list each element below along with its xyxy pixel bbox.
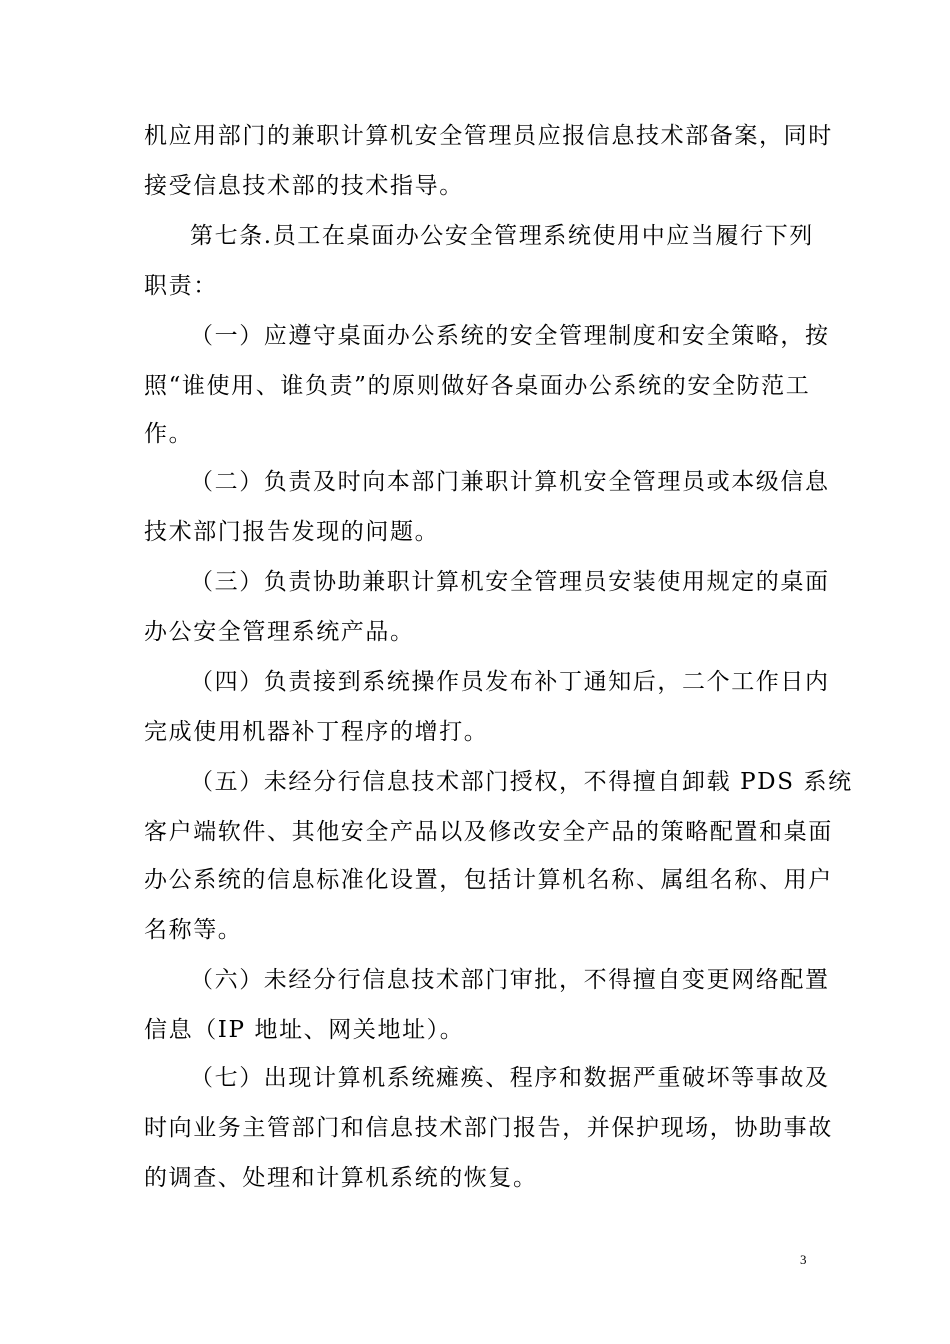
- text-line: 技术部门报告发现的问题。: [144, 519, 440, 545]
- clause-2-line: （二）负责及时向本部门兼职计算机安全管理员或本级信息: [190, 469, 830, 495]
- text-line: 接受信息技术部的技术指导。: [144, 173, 464, 199]
- text-line: 客户端软件、其他安全产品以及修改安全产品的策略配置和桌面: [144, 819, 833, 845]
- clause-5-line: （五）未经分行信息技术部门授权，不得擅自卸载 PDS 系统: [190, 769, 853, 795]
- clause-7-line: （七）出现计算机系统瘫痪、程序和数据严重破坏等事故及: [190, 1065, 830, 1091]
- text-line: 照“谁使用、谁负责”的原则做好各桌面办公系统的安全防范工: [144, 373, 811, 399]
- article-heading-line: 第七条.员工在桌面办公安全管理系统使用中应当履行下列: [190, 223, 814, 249]
- text-line: 职责：: [144, 273, 218, 299]
- text-line: 办公安全管理系统产品。: [144, 619, 415, 645]
- clause-1-line: （一）应遵守桌面办公系统的安全管理制度和安全策略，按: [190, 323, 830, 349]
- clause-3-line: （三）负责协助兼职计算机安全管理员安装使用规定的桌面: [190, 569, 830, 595]
- text-line: 信息（IP 地址、网关地址）。: [144, 1017, 465, 1043]
- clause-6-line: （六）未经分行信息技术部门审批，不得擅自变更网络配置: [190, 967, 830, 993]
- text-line: 作。: [144, 421, 194, 447]
- text-line: 办公系统的信息标准化设置，包括计算机名称、属组名称、用户: [144, 867, 833, 893]
- text-line: 完成使用机器补丁程序的增打。: [144, 719, 489, 745]
- text-line: 时向业务主管部门和信息技术部门报告，并保护现场，协助事故: [144, 1115, 833, 1141]
- text-line: 机应用部门的兼职计算机安全管理员应报信息技术部备案，同时: [144, 123, 833, 149]
- page-number: 3: [800, 1252, 807, 1267]
- text-line: 名称等。: [144, 917, 243, 943]
- clause-4-line: （四）负责接到系统操作员发布补丁通知后，二个工作日内: [190, 669, 830, 695]
- text-line: 的调查、处理和计算机系统的恢复。: [144, 1165, 538, 1191]
